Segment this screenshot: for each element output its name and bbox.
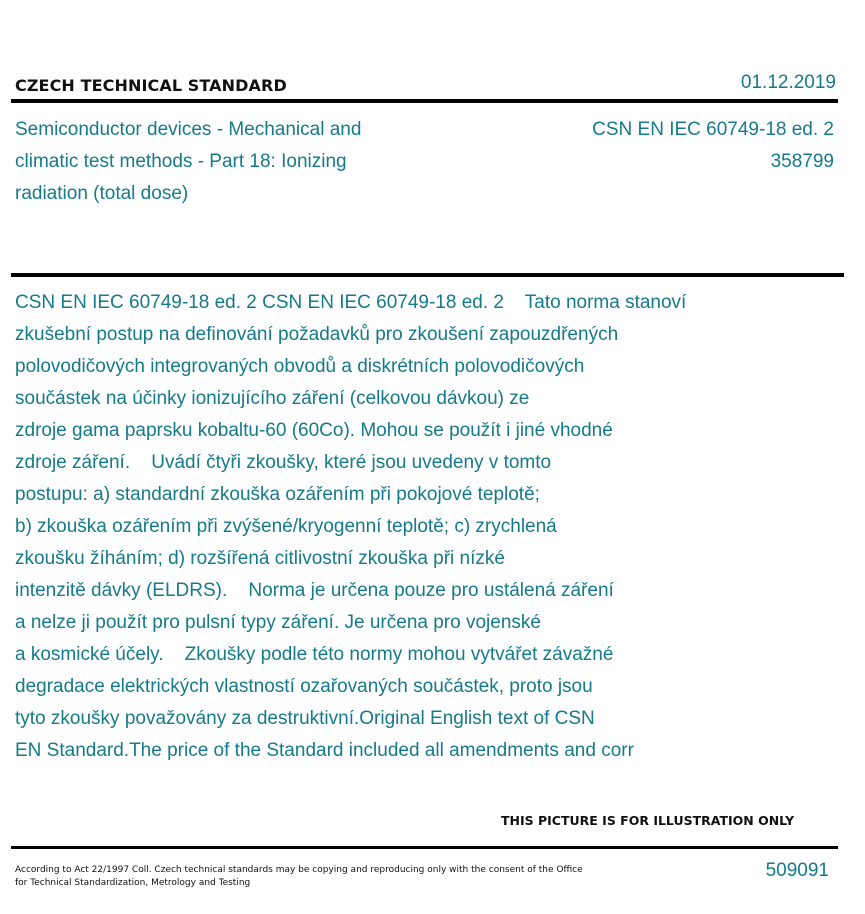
legal-notice-line: for Technical Standardization, Metrology and Testing — [15, 878, 251, 888]
abstract-line: CSN EN IEC 60749-18 ed. 2 CSN EN IEC 60749-18 ed. 2 Tato norma stanoví — [15, 292, 687, 313]
abstract-line: intenzitě dávky (ELDRS). Norma je určena pouze pro ustálená záření — [15, 580, 614, 601]
standard-type-heading: CZECH TECHNICAL STANDARD — [15, 76, 287, 95]
abstract-line: EN Standard.The price of the Standard included all amendments and corr — [15, 740, 634, 761]
abstract-line: a kosmické účely. Zkoušky podle této normy mohou vytvářet závažné — [15, 644, 614, 665]
abstract-line: postupu: a) standardní zkouška ozářením při pokojové teplotě; — [15, 484, 540, 505]
legal-notice — [15, 864, 595, 890]
document-title-line: climatic test methods - Part 18: Ionizing — [15, 151, 347, 172]
abstract-line: a nelze ji použít pro pulsní typy záření. Je určena pro vojenské — [15, 612, 541, 633]
abstract-line: polovodičových integrovaných obvodů a diskrétních polovodičových — [15, 356, 585, 377]
abstract-line: zdroje gama paprsku kobaltu-60 (60Co). Mohou se použít i jiné vhodné — [15, 420, 613, 441]
abstract-line: součástek na účinky ionizujícího záření (celkovou dávkou) ze — [15, 388, 530, 409]
abstract-line: tyto zkoušky považovány za destruktivní.Original English text of CSN — [15, 708, 595, 729]
document-title-line: radiation (total dose) — [15, 183, 189, 204]
header-divider — [11, 99, 838, 103]
document-title — [15, 114, 435, 210]
section-divider — [11, 273, 844, 277]
document-title-line: Semiconductor devices - Mechanical and — [15, 119, 362, 140]
footer-document-number: 509091 — [765, 860, 829, 881]
standard-identifiers — [592, 114, 834, 178]
abstract-line: zkušební postup na definování požadavků pro zkoušení zapouzdřených — [15, 324, 619, 345]
legal-notice-line: According to Act 22/1997 Coll. Czech technical standards may be copying and reproducing only with the consent of the Office — [15, 865, 583, 875]
abstract-line: degradace elektrických vlastností ozařovaných součástek, proto jsou — [15, 676, 593, 697]
abstract-line: zdroje záření. Uvádí čtyři zkoušky, které jsou uvedeny v tomto — [15, 452, 552, 473]
abstract-line: b) zkouška ozářením při zvýšené/kryogenní teplotě; c) zrychlená — [15, 516, 557, 537]
footer-divider — [11, 846, 838, 849]
publication-date: 01.12.2019 — [740, 72, 836, 93]
catalog-number: 358799 — [770, 151, 834, 172]
standard-abstract — [15, 287, 835, 767]
abstract-line: zkoušku žíháním; d) rozšířená citlivostní zkouška při nízké — [15, 548, 505, 569]
standard-code: CSN EN IEC 60749-18 ed. 2 — [592, 119, 834, 140]
illustration-disclaimer: THIS PICTURE IS FOR ILLUSTRATION ONLY — [501, 813, 795, 828]
